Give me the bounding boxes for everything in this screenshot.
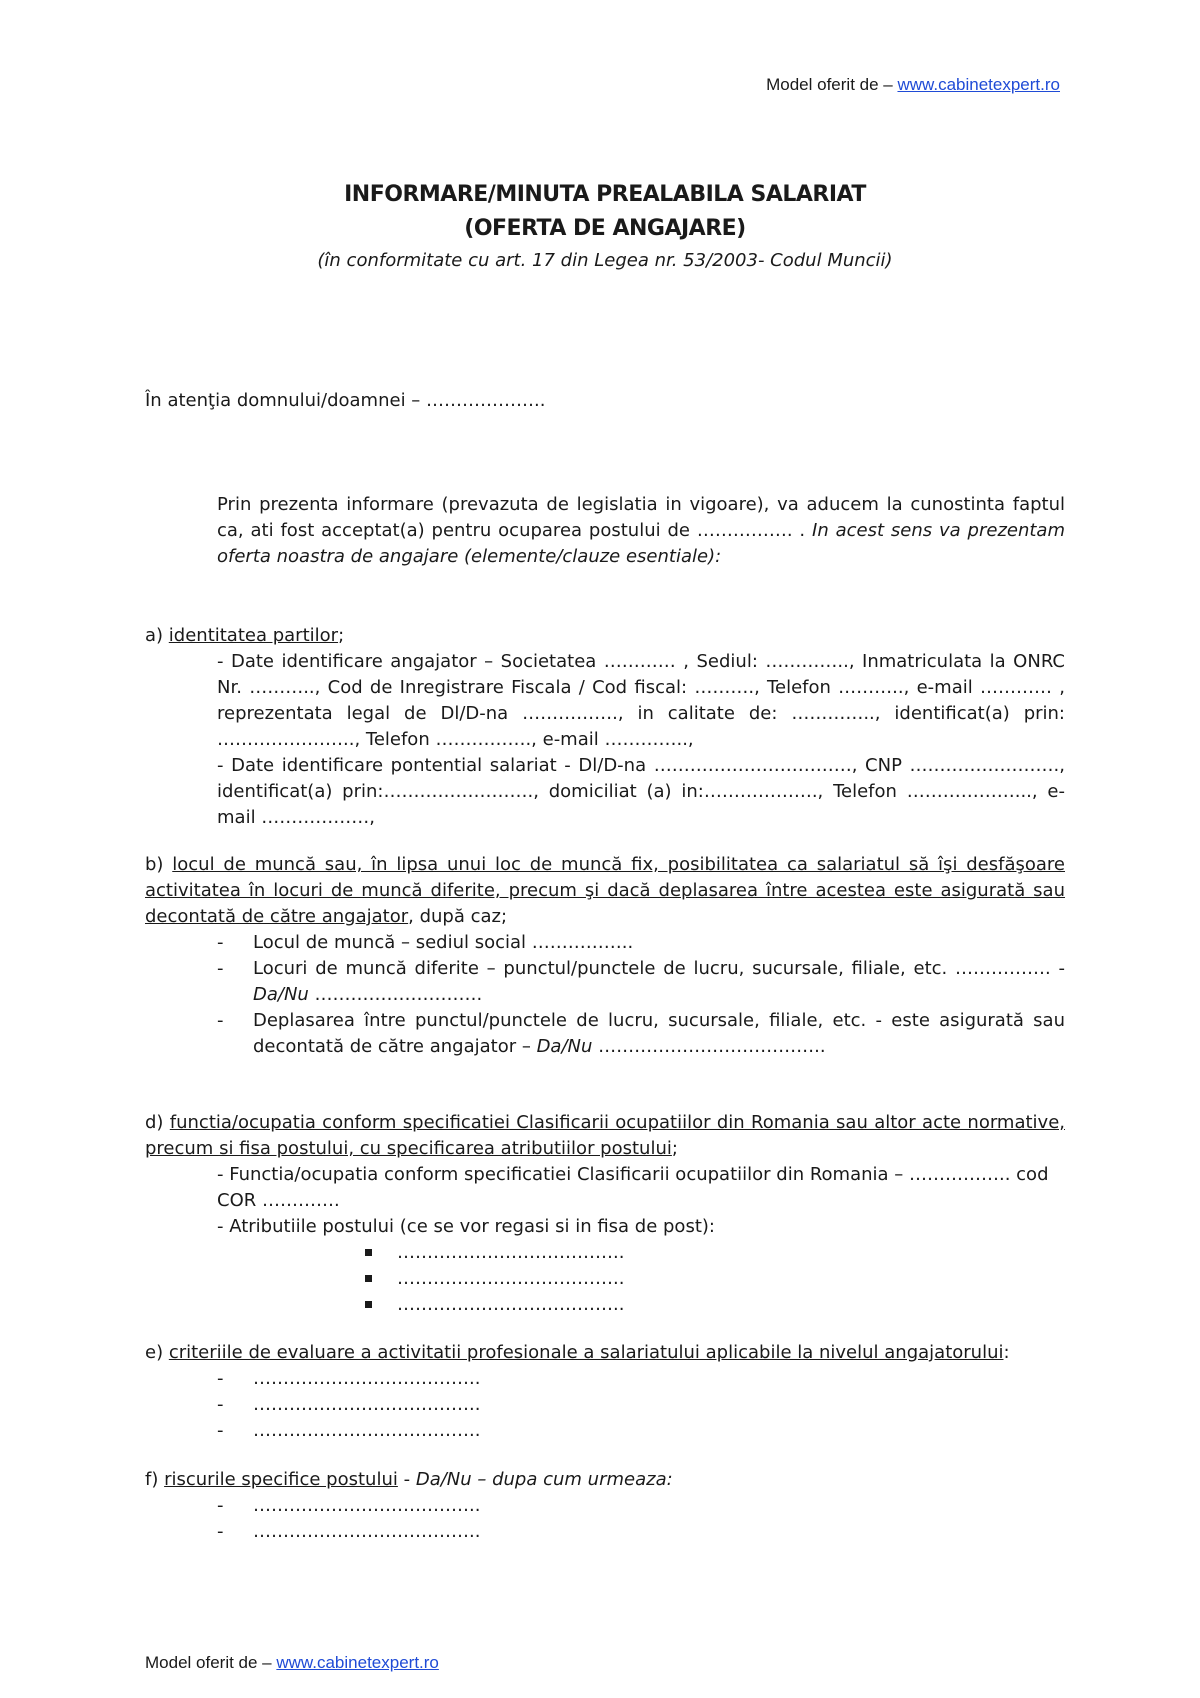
list-item-text: ………………………………..	[253, 1521, 481, 1542]
duties-line: - Atributiile postului (ce se vor regasi si in fisa de post):	[217, 1216, 715, 1237]
section-d-suffix: ;	[671, 1138, 678, 1159]
list-item: - ………………………………..	[217, 1420, 481, 1441]
list-item	[145, 1292, 1065, 1318]
employee-details: - Date identificare pontential salariat - Dl/D-na ……………………………, CNP ……………………., identificat(a) prin:……………………., domiciliat (a) in:………………., Telefon ………………..., e-mail ………………,	[217, 755, 1065, 828]
list-item-text: ………………………………..	[253, 1495, 481, 1516]
section-e	[145, 1340, 1065, 1444]
section-f-prefix: f)	[145, 1469, 165, 1490]
list-item-text: ………………………………..	[397, 1294, 625, 1315]
list-item-text: ………………………………..	[253, 1394, 481, 1415]
list-item: - ………………………………..	[217, 1521, 481, 1542]
section-b-suffix: , după caz;	[408, 906, 508, 927]
list-item-text: Locul de muncă – sediul social ……………..	[253, 932, 634, 953]
section-f-heading: riscurile specifice postului	[164, 1469, 398, 1490]
list-item-text: ………………………………..	[397, 1242, 625, 1263]
section-e-suffix: :	[1003, 1342, 1010, 1363]
section-d-heading: functia/ocupatia conform specificatiei Clasificarii ocupatiilor din Romania sau altor acte normative, precum si fisa postului, cu specificarea atributiilor postului	[145, 1112, 1065, 1159]
list-item	[145, 1240, 1065, 1266]
page-header	[766, 75, 1060, 95]
section-f	[145, 1467, 1065, 1545]
section-e-prefix: e)	[145, 1342, 169, 1363]
list-item-italic: Da/Nu	[253, 984, 309, 1005]
footer-link[interactable]: www.cabinetexpert.ro	[276, 1653, 439, 1672]
section-a	[145, 623, 1065, 831]
intro-paragraph	[145, 492, 1065, 570]
list-item-text: Locuri de muncă diferite – punctul/punctele de lucru, sucursale, filiale, etc. ……………. -	[253, 958, 1065, 979]
section-b	[145, 852, 1065, 1060]
intro-italic: In acest sens va prezentam oferta noastra de angajare (elemente/clauze esentiale):	[217, 520, 1066, 567]
section-a-prefix: a)	[145, 625, 169, 646]
section-d	[145, 1110, 1065, 1318]
list-item: - ………………………………..	[217, 1495, 481, 1516]
page-footer	[145, 1653, 439, 1673]
list-item-tail: ……………………….	[308, 984, 483, 1005]
list-item: - ………………………………..	[217, 1394, 481, 1415]
occupation-line: - Functia/ocupatia conform specificatiei Clasificarii ocupatiilor din Romania – …………….. cod COR ………….	[217, 1164, 1049, 1211]
list-item: - Deplasarea între punctul/punctele de lucru, sucursale, filiale, etc. - este asigurată sau decontată de către angajator – Da/Nu ………………………………..	[217, 1010, 1065, 1057]
section-d-prefix: d)	[145, 1112, 170, 1133]
section-a-suffix: ;	[338, 625, 345, 646]
intro-text: Prin prezenta informare (prevazuta de legislatia in vigoare), va aducem la cunostinta faptul ca, ati fost acceptat(a) pentru ocuparea postului de ……………. .	[217, 494, 1065, 541]
section-b-heading: locul de muncă sau, în lipsa unui loc de muncă fix, posibilitatea ca salariatul să îşi desfăşoare activitatea în locuri de muncă diferite, precum şi dacă deplasarea între acestea este asigurată sau decontată de către angajator	[145, 854, 1065, 927]
doc-legal-reference: (în conformitate cu art. 17 din Legea nr. 53/2003- Codul Muncii)	[317, 250, 893, 271]
list-item-tail: ………………………………..	[592, 1036, 826, 1057]
section-a-heading: identitatea partilor	[168, 625, 339, 646]
list-item: - ………………………………..	[217, 1368, 481, 1389]
section-f-suffix: -	[397, 1469, 416, 1490]
list-item-text: Deplasarea între punctul/punctele de lucru, sucursale, filiale, etc. - este asigurată sau decontată de către angajator –	[253, 1010, 1065, 1057]
section-e-heading: criteriile de evaluare a activitatii profesionale a salariatului aplicabile la nivelul angajatorului	[168, 1342, 1004, 1363]
list-item-text: ………………………………..	[253, 1368, 481, 1389]
list-item-text: ………………………………..	[253, 1420, 481, 1441]
doc-subtitle: (OFERTA DE ANGAJARE)	[464, 216, 746, 241]
attention-line: În atenţia domnului/doamnei – ………………..	[145, 390, 546, 411]
header-link[interactable]: www.cabinetexpert.ro	[897, 75, 1060, 94]
section-b-prefix: b)	[145, 854, 173, 875]
header-prefix: Model oferit de –	[766, 75, 898, 94]
list-item-text: ………………………………..	[397, 1268, 625, 1289]
list-item: - Locuri de muncă diferite – punctul/punctele de lucru, sucursale, filiale, etc. ……………. - Da/Nu ……………………….	[217, 958, 1065, 1005]
section-f-italic: Da/Nu – dupa cum urmeaza:	[415, 1469, 673, 1490]
footer-prefix: Model oferit de –	[145, 1653, 277, 1672]
list-item-italic: Da/Nu	[536, 1036, 593, 1057]
employer-details: - Date identificare angajator – Societatea ………… , Sediul: ………….., Inmatriculata la ONRC Nr. ……….., Cod de Inregistrare Fiscala / Cod fiscal: ………., Telefon ……….., e-mail ………… , reprezentata legal de Dl/D-na ……………., in calitate de: ………….., identificat(a) prin: ………………….., Telefon ……………., e-mail …………..,	[217, 651, 1065, 750]
doc-title: INFORMARE/MINUTA PREALABILA SALARIAT	[344, 182, 866, 207]
list-item: - Locul de muncă – sediul social ……………..	[217, 932, 634, 953]
list-item	[145, 1266, 1065, 1292]
